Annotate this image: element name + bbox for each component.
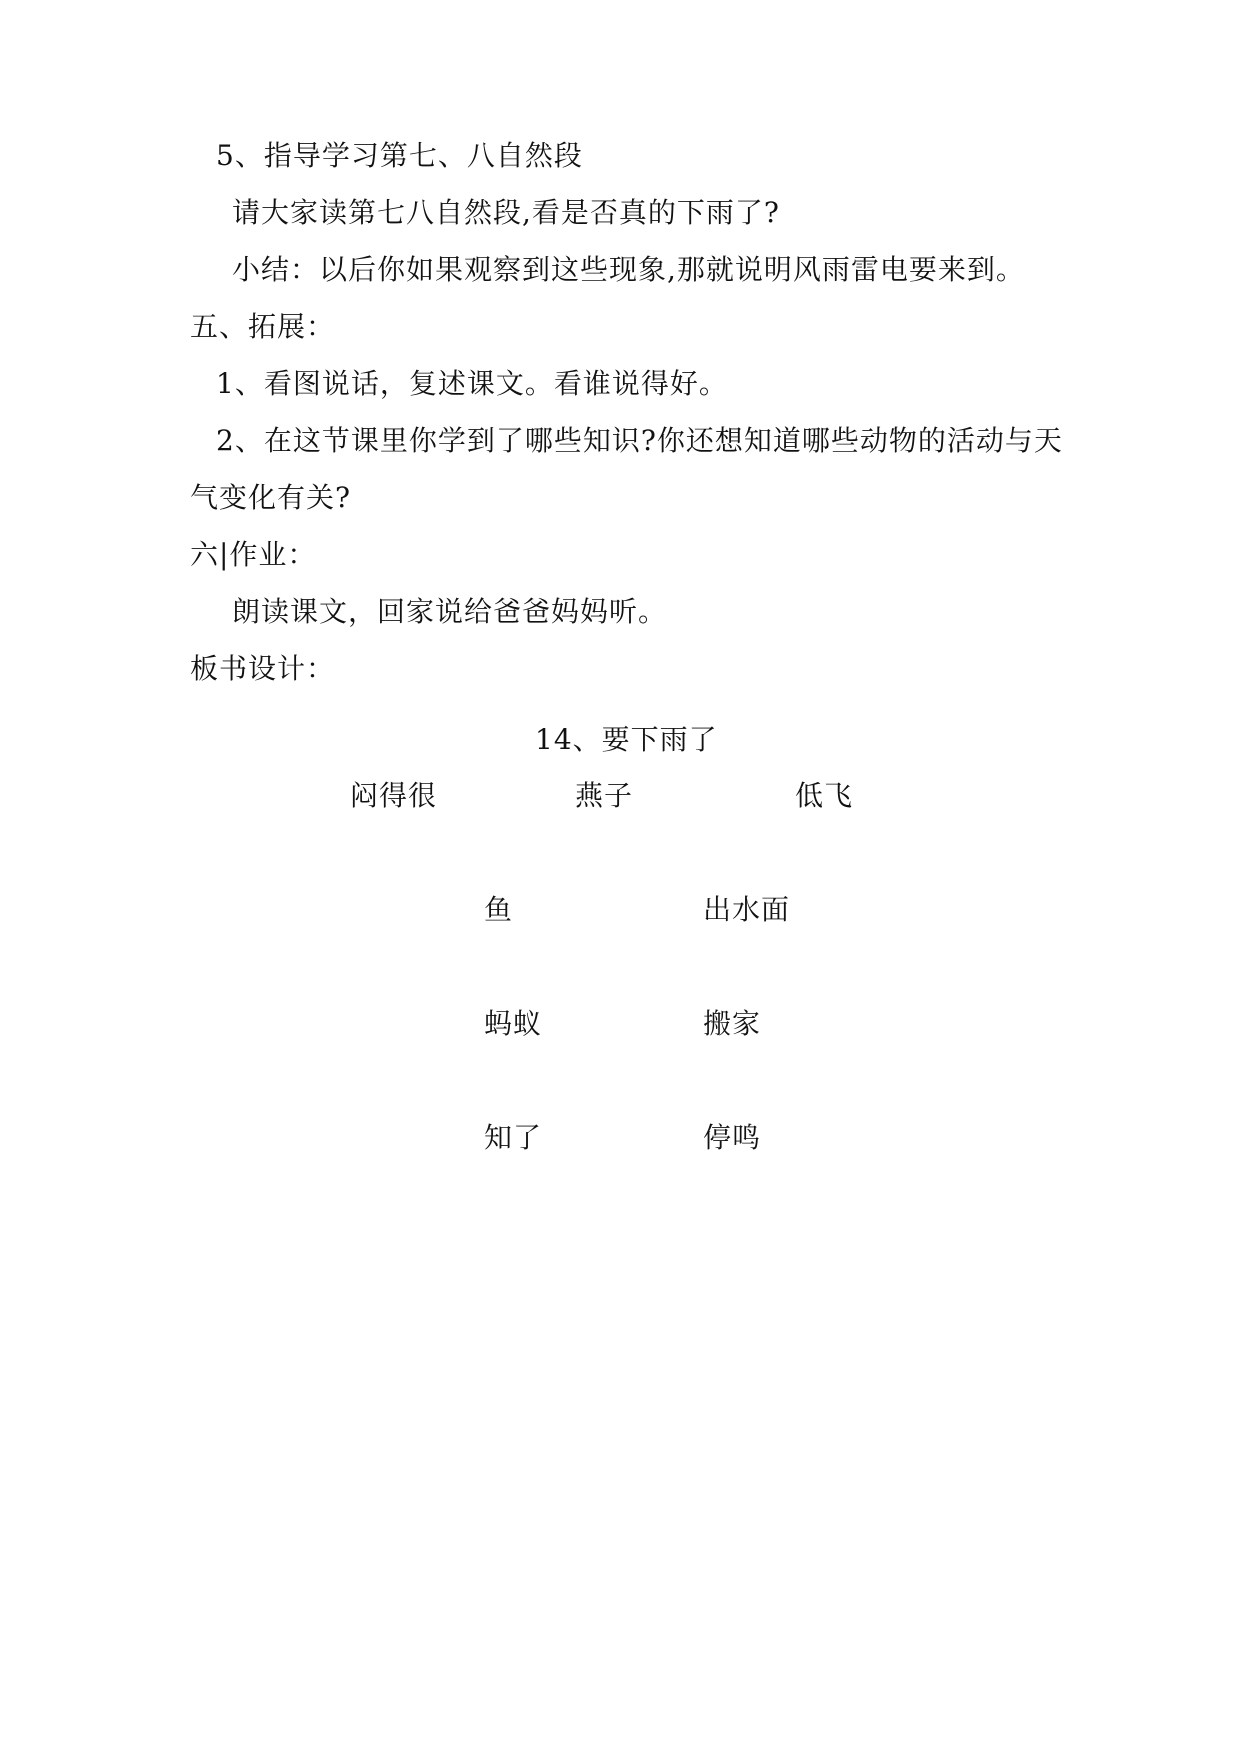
blackboard-item-swallow: 燕子 [575,779,634,812]
expand-item-2: 2、在这节课里你学到了哪些知识?你还想知道哪些动物的活动与天 [216,424,1063,457]
blackboard-item-stop-singing: 停鸣 [703,1121,762,1154]
blackboard-item-out-of-water: 出水面 [703,893,791,926]
paragraph-read-7-8: 请大家读第七八自然段,看是否真的下雨了? [232,196,780,229]
blackboard-item-ant: 蚂蚁 [484,1007,543,1040]
blackboard-item-fish: 鱼 [484,893,514,926]
section-5-heading: 5、指导学习第七、八自然段 [216,139,583,172]
section-expand-heading: 五、拓展： [190,310,336,343]
expand-item-2-continued: 气变化有关? [190,481,352,514]
blackboard-title: 14、要下雨了 [535,723,718,756]
section-homework-heading: 六|作业： [190,538,317,571]
blackboard-item-mendehen: 闷得很 [350,779,438,812]
blackboard-item-lowfly: 低飞 [795,779,854,812]
expand-item-1: 1、看图说话，复述课文。看谁说得好。 [216,367,728,400]
blackboard-item-cicada: 知了 [484,1121,543,1154]
blackboard-item-move-home: 搬家 [703,1007,762,1040]
blackboard-design-heading: 板书设计： [190,652,336,685]
paragraph-summary: 小结：以后你如果观察到这些现象,那就说明风雨雷电要来到。 [232,253,1025,286]
homework-text: 朗读课文，回家说给爸爸妈妈听。 [232,595,668,628]
